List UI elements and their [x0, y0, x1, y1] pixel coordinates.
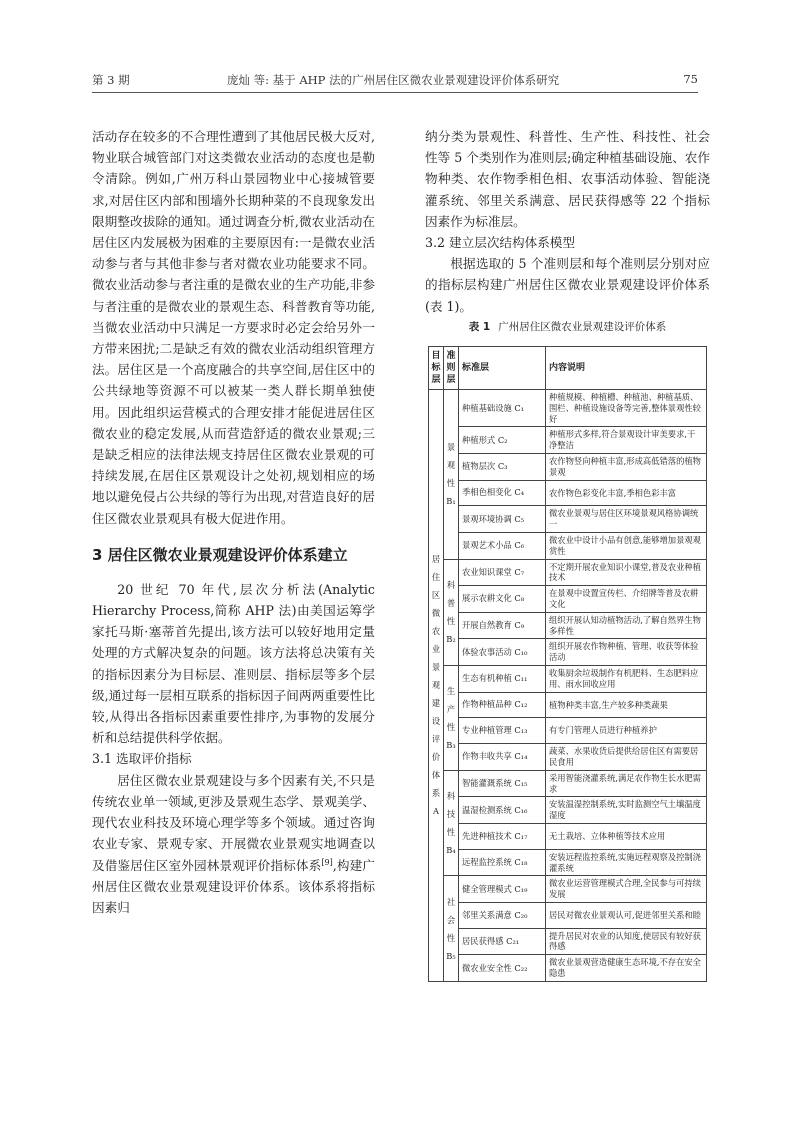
paragraph-text: ,构建广州居住区微农业景观建设评价体系。该体系将指标因素归: [92, 857, 375, 915]
table-row: [429, 532, 707, 559]
table-title: 广州居住区微农业景观建设评价体系: [498, 320, 667, 333]
content-cell: 蔬菜、水果收货后提供给居住区有需要居民食用: [546, 744, 707, 771]
content-cell: 无土栽培、立体种植等技术应用: [546, 823, 707, 849]
indicator-cell: 农业知识课堂 C₇: [459, 559, 546, 586]
running-header: [92, 72, 698, 90]
table-row: [429, 390, 707, 427]
table-header-row: [429, 347, 707, 390]
content-cell: 有专门管理人员进行种植养护: [546, 718, 707, 744]
page-number: 75: [683, 72, 698, 86]
table-row: [429, 665, 707, 692]
content-cell: 组织开展农作物种植、管理、收获等体验活动: [546, 639, 707, 666]
running-title: 庞灿 等: 基于 AHP 法的广州居住区微农业景观建设评价体系研究: [227, 73, 560, 87]
table-body: [429, 390, 707, 982]
indicator-cell: 作物丰收共享 C₁₄: [459, 744, 546, 771]
indicator-cell: 远程监控系统 C₁₈: [459, 849, 546, 876]
subsection-title: 3.2 建立层次结构体系模型: [425, 235, 575, 251]
indicator-cell: 景观艺术小品 C₆: [459, 532, 546, 559]
indicator-cell: 智能灌溉系统 C₁₅: [459, 770, 546, 797]
indicator-cell: 体验农事活动 C₁₀: [459, 639, 546, 666]
header-rule: [92, 92, 698, 93]
paragraph: [92, 770, 375, 918]
content-cell: 微农业中设计小品有创意,能够增加景观观赏性: [546, 532, 707, 559]
table-row: [429, 612, 707, 639]
subsection-title: 3.1 选取评价指标: [92, 751, 192, 767]
criterion-cell: 科技性B₄: [444, 770, 459, 876]
table-row: [429, 639, 707, 666]
indicator-cell: 居民获得感 C₂₁: [459, 928, 546, 955]
left-column: [92, 126, 375, 918]
content-cell: 采用智能浇灌系统,满足农作物生长水肥需求: [546, 770, 707, 797]
paragraph: 纳分类为景观性、科普性、生产性、科技性、社会性等 5 个类别作为准则层;确定种植基础设施、农作物种类、农作物季相色相、农事活动体验、智能浇灌系统、邻里关系满意、居民获得感等 22 个指标因素作为标准层。: [425, 129, 710, 229]
indicator-cell: 种植基础设施 C₁: [459, 390, 546, 427]
table-row: [429, 928, 707, 955]
content-cell: 种植规模、种植槽、种植池、种植基质、围栏、种植设施设备等完善,整体景观性较好: [546, 390, 707, 427]
indicator-cell: 展示农耕文化 C₈: [459, 586, 546, 613]
content-cell: 组织开展认知动植物活动,了解自然界生物多样性: [546, 612, 707, 639]
right-column: [425, 126, 710, 341]
paragraph: 根据选取的 5 个准则层和每个准则层分别对应的指标层构建广州居住区微农业景观建设评价体系(表 1)。: [425, 256, 710, 314]
criterion-cell: 科普性B₂: [444, 559, 459, 665]
content-cell: 不定期开展农业知识小课堂,普及农业种植技术: [546, 559, 707, 586]
table-row: [429, 902, 707, 928]
indicator-cell: 邻里关系满意 C₂₀: [459, 902, 546, 928]
indicator-cell: 植物层次 C₃: [459, 453, 546, 480]
indicator-cell: 种植形式 C₂: [459, 427, 546, 454]
content-cell: 收集厨余垃圾制作有机肥料、生态肥料应用、雨水回收应用: [546, 665, 707, 692]
section-title: 3 居住区微农业景观建设评价体系建立: [92, 545, 348, 564]
content-cell: 安装远程监控系统,实施远程观察及控制浇灌系统: [546, 849, 707, 876]
indicator-cell: 微农业安全性 C₂₂: [459, 955, 546, 982]
table-row: [429, 559, 707, 586]
content-cell: 植物种类丰富,生产较多种类蔬果: [546, 692, 707, 718]
content-cell: 微农业景观营造健康生态环境,不存在安全隐患: [546, 955, 707, 982]
table-row: [429, 427, 707, 454]
content-cell: 居民对微农业景观认可,促进邻里关系和睦: [546, 902, 707, 928]
criterion-cell: 社会性B₅: [444, 876, 459, 982]
content-cell: 农作物竖向种植丰富,形成高低错落的植物景观: [546, 453, 707, 480]
indicator-cell: 健全管理模式 C₁₉: [459, 876, 546, 903]
table-row: [429, 955, 707, 982]
evaluation-index-table: [428, 346, 707, 982]
indicator-cell: 温湿检测系统 C₁₆: [459, 797, 546, 824]
paragraph: 活动存在较多的不合理性遭到了其他居民极大反对,物业联合城管部门对这类微农业活动的态度也是勒令清除。例如,广州万科山景园物业中心接城管要求,对居住区内部和围墙外长期种菜的不良现象发出限期整改拔除的通知。通过调查分析,微农业活动在居住区内发展极为困难的主要原因有:一是微农业活动参与者与其他非参与者对微农业功能要求不同。微农业活动参与者注重的是微农业的生产功能,非参与者注重的是微农业的景观生态、科普教育等功能,当微农业活动中只满足一方要求时必定会给另外一方带来困扰;二是缺乏有效的微农业活动组织管理方法。居住区是一个高度融合的共享空间,居住区中的公共绿地等资源不可以被某一类人群长期单独使用。因此组织运营模式的合理安排才能促进居住区微农业的稳定发展,从而营造舒适的微农业景观;三是缺乏相应的法律法规支持居住区微农业景观的可持续发展,在居住区景观设计之处初,规划相应的场地以避免侵占公共绿的等行为出现,对营造良好的居住区微农业景观具有极大促进作用。: [92, 129, 375, 526]
indicator-cell: 生态有机种植 C₁₁: [459, 665, 546, 692]
table-row: [429, 770, 707, 797]
table-row: [429, 506, 707, 533]
table-row: [429, 586, 707, 613]
indicator-cell: 季相色相变化 C₄: [459, 480, 546, 506]
table-row: [429, 480, 707, 506]
table-row: [429, 849, 707, 876]
criterion-cell: 景观性B₁: [444, 390, 459, 560]
content-cell: 农作物色彩变化丰富,季相色彩丰富: [546, 480, 707, 506]
table-row: [429, 692, 707, 718]
indicator-cell: 先进种植技术 C₁₇: [459, 823, 546, 849]
issue-number: 第 3 期: [92, 73, 130, 87]
table-row: [429, 876, 707, 903]
table-label: 表 1: [468, 320, 491, 333]
indicator-cell: 景观环境协调 C₅: [459, 506, 546, 533]
paragraph-text: 居住区微农业景观建设与多个因素有关,不只是传统农业单一领域,更涉及景观生态学、景观美学、现代农业科技及环境心理学等多个领域。通过咨询农业专家、景观专家、开展微农业景观实地调查以及借鉴居住区室外园林景观评价指标体系: [92, 772, 375, 873]
content-cell: 种植形式多样,符合景观设计审美要求,干净整洁: [546, 427, 707, 454]
citation-ref[interactable]: [9]: [321, 857, 333, 867]
table-row: [429, 718, 707, 744]
table-row: [429, 823, 707, 849]
indicator-cell: 开展自然教育 C₉: [459, 612, 546, 639]
header-criterion: 准则层: [444, 347, 459, 390]
paragraph: 20 世纪 70 年代,层次分析法(Analytic Hierarchy Process,简称 AHP 法)由美国运筹学家托马斯·塞蒂首先提出,该方法可以较好地用定量处理的方式解决复杂的问题。该方法将总决策有关的指标因素分为目标层、准则层、指标层等多个层级,通过每一层相互联系的指标因子间两两重要性比较,从得出各指标因素重要性排序,为事物的发展分析和总结提供科学依据。: [92, 581, 375, 746]
header-indicator: 标准层: [459, 347, 546, 390]
header-goal: 目标层: [429, 347, 444, 390]
content-cell: 在景观中设置宣传栏、介绍牌等普及农耕文化: [546, 586, 707, 613]
indicator-cell: 专业种植管理 C₁₃: [459, 718, 546, 744]
table-caption: [425, 319, 710, 335]
content-cell: 提升居民对农业的认知度,使居民有较好获得感: [546, 928, 707, 955]
table-row: [429, 744, 707, 771]
table-row: [429, 453, 707, 480]
header-content: 内容说明: [546, 347, 707, 390]
content-cell: 安装温湿控制系统,实时监测空气土壤温度湿度: [546, 797, 707, 824]
indicator-cell: 作物种植品种 C₁₂: [459, 692, 546, 718]
goal-cell: 居住区微农业景观建设评价体系A: [429, 390, 444, 982]
content-cell: 微农业景观与居住区环境景观风格协调统一: [546, 506, 707, 533]
table-row: [429, 797, 707, 824]
criterion-cell: 生产性B₃: [444, 665, 459, 770]
content-cell: 微农业运营管理模式合理,全民参与可持续发展: [546, 876, 707, 903]
